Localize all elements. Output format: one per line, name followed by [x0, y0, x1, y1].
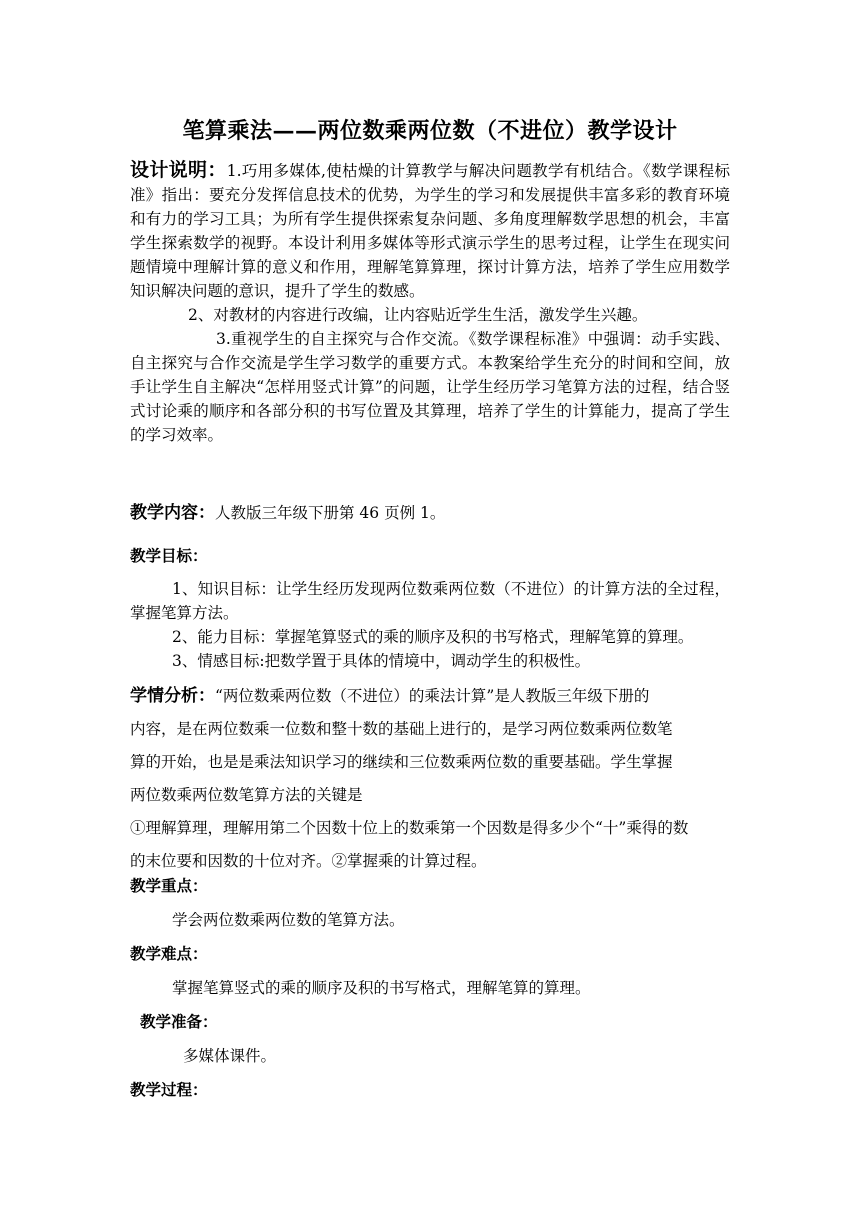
design-notes-heading: 设计说明：	[130, 159, 227, 181]
goal-item-1: 1、知识目标：让学生经历发现两位数乘两位数（不进位）的计算方法的全过程，掌握笔算方法。	[130, 580, 730, 622]
goal-item-3: 3、情感目标:把数学置于具体的情境中，调动学生的积极性。	[172, 652, 591, 670]
teaching-content-heading: 教学内容：	[130, 503, 215, 523]
teaching-process-heading: 教学过程：	[130, 1081, 208, 1099]
design-notes-p1-first: 1.巧用多媒体,使枯燥的计算教学与解决问题教学有机结合。《数	[226, 162, 667, 180]
difficulty-text: 掌握笔算竖式的乘的顺序及积的书写格式，理解笔算的算理。	[172, 979, 591, 997]
preparation-heading: 教学准备：	[140, 1013, 218, 1031]
analysis-line-3: 算的开始，也是是乘法知识学习的继续和三位数乘两位数的重要基础。学生掌握	[130, 753, 673, 771]
preparation-text: 多媒体课件。	[183, 1047, 277, 1065]
key-point-text: 学会两位数乘两位数的笔算方法。	[172, 911, 405, 929]
analysis-text-first: “两位数乘两位数（不进位）的乘法计算”是人教版三年级下册的	[215, 687, 650, 705]
analysis-line-1	[130, 680, 730, 713]
teaching-goals-list	[130, 577, 730, 673]
design-notes-paragraph-2: 2、对教材的内容进行改编，让内容贴近学生生活，激发学生兴趣。	[188, 306, 648, 324]
goal-item-2: 2、能力目标：掌握笔算竖式的乘的顺序及积的书写格式，理解笔算的算理。	[172, 628, 694, 646]
analysis-line-2: 内容，是在两位数乘一位数和整十数的基础上进行的，是学习两位数乘两位数笔	[130, 720, 673, 738]
analysis-line-4: 两位数乘两位数笔算方法的关键是	[130, 786, 363, 804]
analysis-line-6: 的末位要和因数的十位对齐。②掌握乘的计算过程。	[130, 852, 487, 870]
student-analysis-section	[130, 680, 730, 878]
design-notes-paragraph-3: 3.重视学生的自主探究与合作交流。《数学课程标准》中强调：动手实践、自主探究与合作交流是学生学习数学的重要方式。本教案给学生充分的时间和空间，放手让学生自主解决“怎样用竖式计算”的问题，让学生经历学习笔算方法的过程，结合竖式讨论乘的顺序和各部分积的书写位置及其算理，培养了学生的计算能力，提高了学生的学习效率。	[130, 330, 730, 444]
analysis-line-5: ①理解算理，理解用第二个因数十位上的数乘第一个因数是得多少个“十”乘得的数	[130, 819, 689, 837]
difficulty-heading: 教学难点：	[130, 945, 208, 963]
student-analysis-heading: 学情分析：	[130, 686, 215, 706]
design-notes-section	[130, 158, 730, 447]
design-notes-paragraph-1	[130, 158, 730, 303]
design-notes-p1-rest: 学课程标准》指出：要充分发挥信息技术的优势，为学生的学习和发展提供丰富多彩的教育环境和有力的学习工具；为所有学生提供探索复杂问题、多角度理解数学思想的机会，丰富学生探索数学的视野。本设计利用多媒体等形式演示学生的思考过程，让学生在现实问题情境中理解计算的意义和作用，理解笔算算理，探讨计算方法，培养了学生应用数学知识解决问题的意识，提升了学生的数感。	[130, 162, 730, 300]
teaching-goals-heading: 教学目标：	[130, 547, 208, 565]
teaching-content-text: 人教版三年级下册第 46 页例 1。	[215, 504, 446, 522]
key-point-heading: 教学重点：	[130, 877, 208, 895]
teaching-content-line	[130, 498, 445, 523]
document-title: 笔算乘法——两位数乘两位数（不进位）教学设计	[182, 118, 678, 144]
